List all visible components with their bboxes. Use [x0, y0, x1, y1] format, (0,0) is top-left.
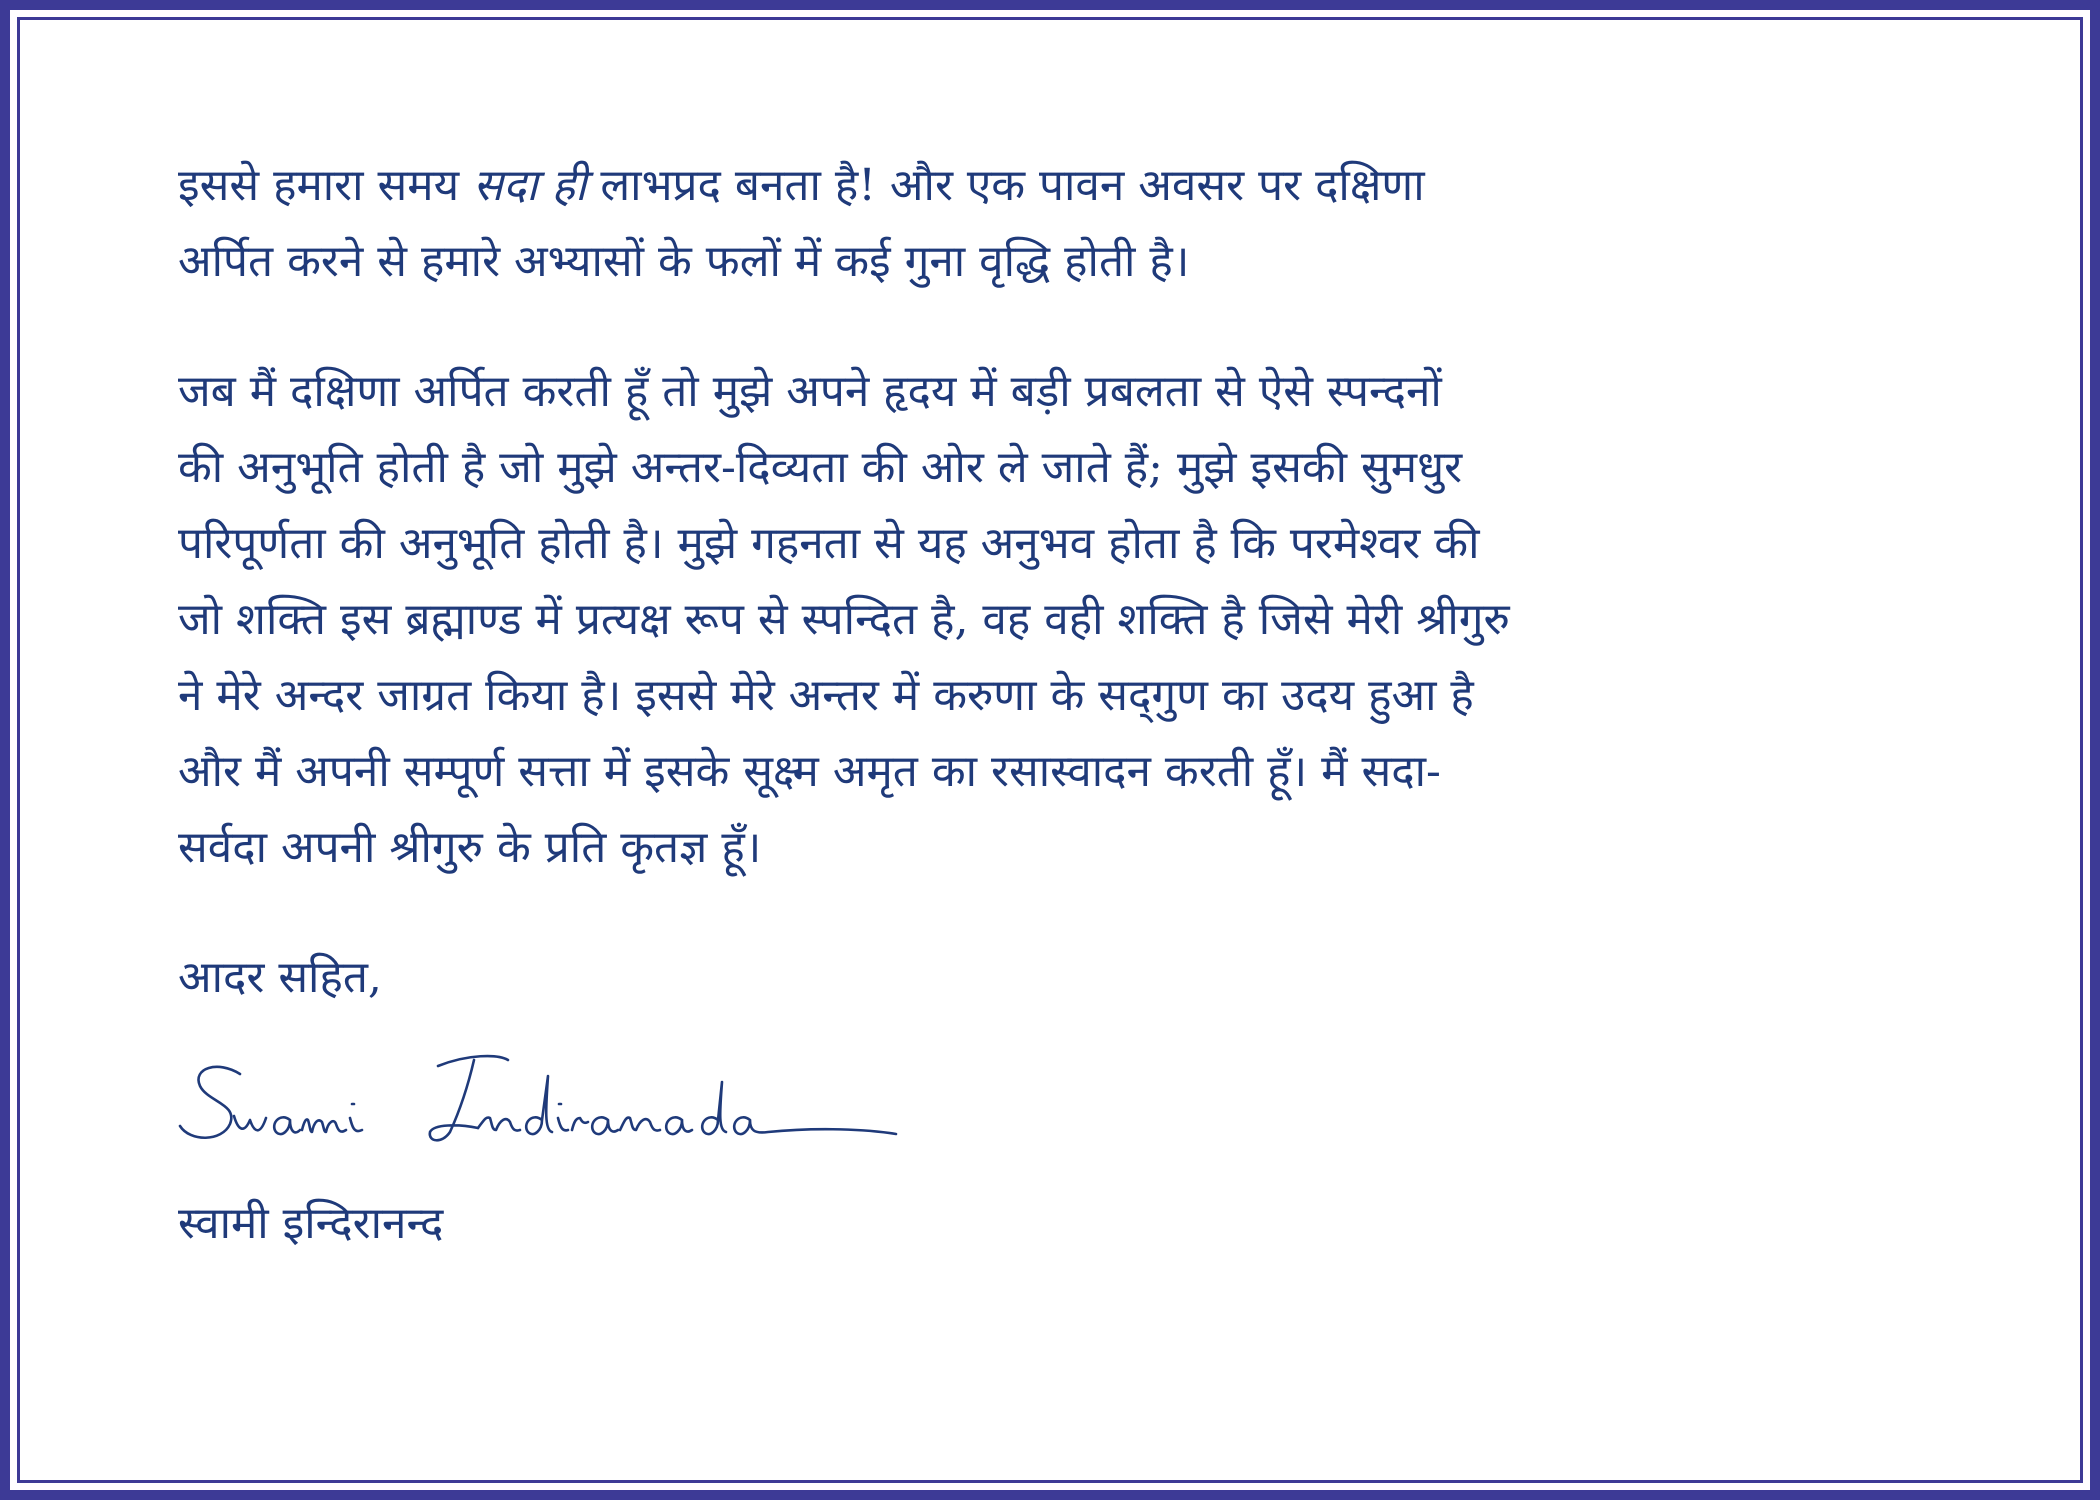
paragraph-1 [178, 148, 1938, 300]
paragraph-2-line: ने मेरे अन्दर जाग्रत किया है। इससे मेरे अन्तर में करुणा के सद्‌गुण का उदय हुआ है [178, 670, 1474, 721]
line-text: इससे हमारा समय [178, 160, 474, 211]
closing-salutation: आदर सहित, [178, 952, 382, 1003]
paragraph-2-line: और मैं अपनी सम्पूर्ण सत्ता में इसके सूक्ष्म अमृत का रसास्वादन करती हूँ। मैं सदा- [178, 746, 1441, 797]
handwritten-signature [178, 1046, 908, 1156]
emphasis-text: सदा ही [473, 160, 587, 211]
paragraph-2-line: सर्वदा अपनी श्रीगुरु के प्रति कृतज्ञ हूँ। [178, 822, 762, 873]
paragraph-1-line-1 [178, 148, 1938, 224]
paragraph-2-line: जो शक्ति इस ब्रह्माण्ड में प्रत्यक्ष रूप से स्पन्दित है, वह वही शक्ति है जिसे मेरी श्रीगुरु [178, 594, 1510, 645]
signer-name: स्वामी इन्दिरानन्द [178, 1198, 444, 1249]
paragraph-2 [178, 354, 1938, 886]
paragraph-1-line-2: अर्पित करने से हमारे अभ्यासों के फलों में कई गुना वृद्धि होती है। [178, 236, 1190, 287]
paragraph-2-line: की अनुभूति होती है जो मुझे अन्तर-दिव्यता की ओर ले जाते हैं; मुझे इसकी सुमधुर [178, 442, 1463, 493]
paragraph-2-line: जब मैं दक्षिणा अर्पित करती हूँ तो मुझे अपने हृदय में बड़ी प्रबलता से ऐसे स्पन्दनों [178, 366, 1442, 417]
letter-body [178, 148, 1938, 1262]
line-text: लाभप्रद बनता है! और एक पावन अवसर पर दक्षिणा [586, 160, 1425, 211]
paragraph-2-line: परिपूर्णता की अनुभूति होती है। मुझे गहनता से यह अनुभव होता है कि परमेश्वर की [178, 518, 1480, 569]
